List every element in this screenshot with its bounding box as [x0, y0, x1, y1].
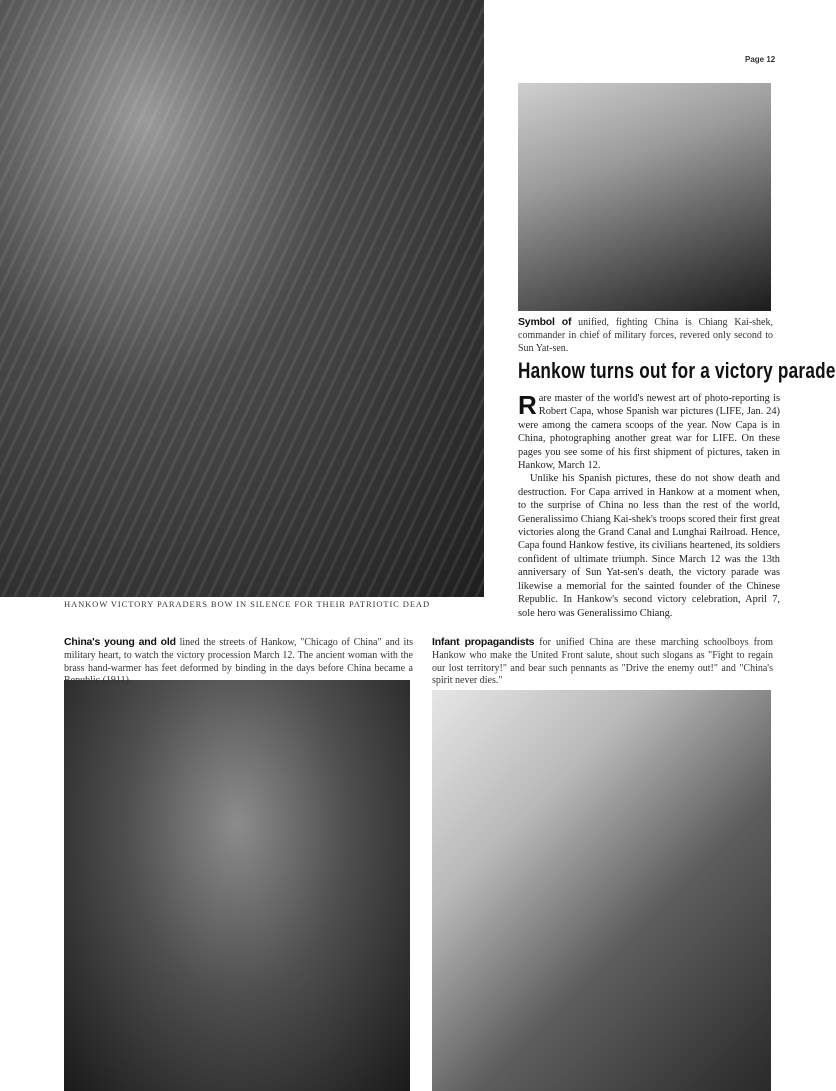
page-number: Page 12 — [745, 55, 776, 64]
boys-photo-caption — [432, 636, 773, 688]
article-body — [518, 392, 780, 620]
young-photo-caption — [64, 636, 413, 688]
crowd-photo-caption: HANKOW VICTORY PARADERS BOW IN SILENCE FOR THEIR PATRIOTIC DEAD — [64, 599, 430, 609]
paragraph-text: are master of the world's newest art of photo-reporting is Robert Capa, whose Spanish war pictures (LIFE, Jan. 24) were among the camera scoops of the year. Now Capa is in China, photographing another great war for LIFE. On these pages you see some of his first shipment of pictures, taken in Hankow, March 12. — [518, 393, 780, 472]
crowd-photo — [0, 0, 484, 597]
schoolboys-photo — [432, 690, 771, 1091]
chiang-photo-caption — [518, 316, 773, 355]
caption-lead: Infant propagandists — [432, 636, 535, 648]
caption-lead: China's young and old — [64, 636, 176, 648]
caption-text: unified, fighting China is Chiang Kai-shek, commander in chief of military forces, revered only second to Sun Yat-sen. — [518, 317, 773, 354]
drop-cap: R — [518, 390, 537, 420]
caption-text: lined the streets of Hankow, "Chicago of China" and its military heart, to watch the victory procession March 12. The ancient woman with the brass hand-warmer has feet deformed by binding in the days before China became a Republic (1911). — [64, 637, 413, 687]
article-paragraph: Unlike his Spanish pictures, these do not show death and destruction. For Capa arrived in Hankow at a moment when, to the surprise of China no less than the rest of the world, Generalissimo Chiang Kai-shek's troops scored their first great victories along the Grand Canal and Lunghai Railroad. Hence, Capa found Hankow festive, its civilians heartened, its soldiers confident of ultimate triumph. Since March 12 was the 13th anniversary of Sun Yat-sen's death, the victory parade was likewise a memorial for the sainted founder of the Chinese Republic. In Hankow's second victory celebration, April 7, sole hero was Generalissimo Chiang. — [518, 473, 781, 619]
chiang-kai-shek-photo — [518, 83, 771, 311]
caption-text: for unified China are these marching schoolboys from Hankow who make the United Front salute, shout such slogans as "Fight to regain our lost territory!" and bear such pennants as "Drive the enemy out!" and "China's spirit never dies." — [432, 637, 774, 687]
article-headline: Hankow turns out for a victory parade — [518, 358, 836, 383]
article-paragraph — [518, 392, 780, 472]
caption-lead: Symbol of — [518, 316, 572, 328]
young-and-old-photo — [64, 680, 410, 1091]
